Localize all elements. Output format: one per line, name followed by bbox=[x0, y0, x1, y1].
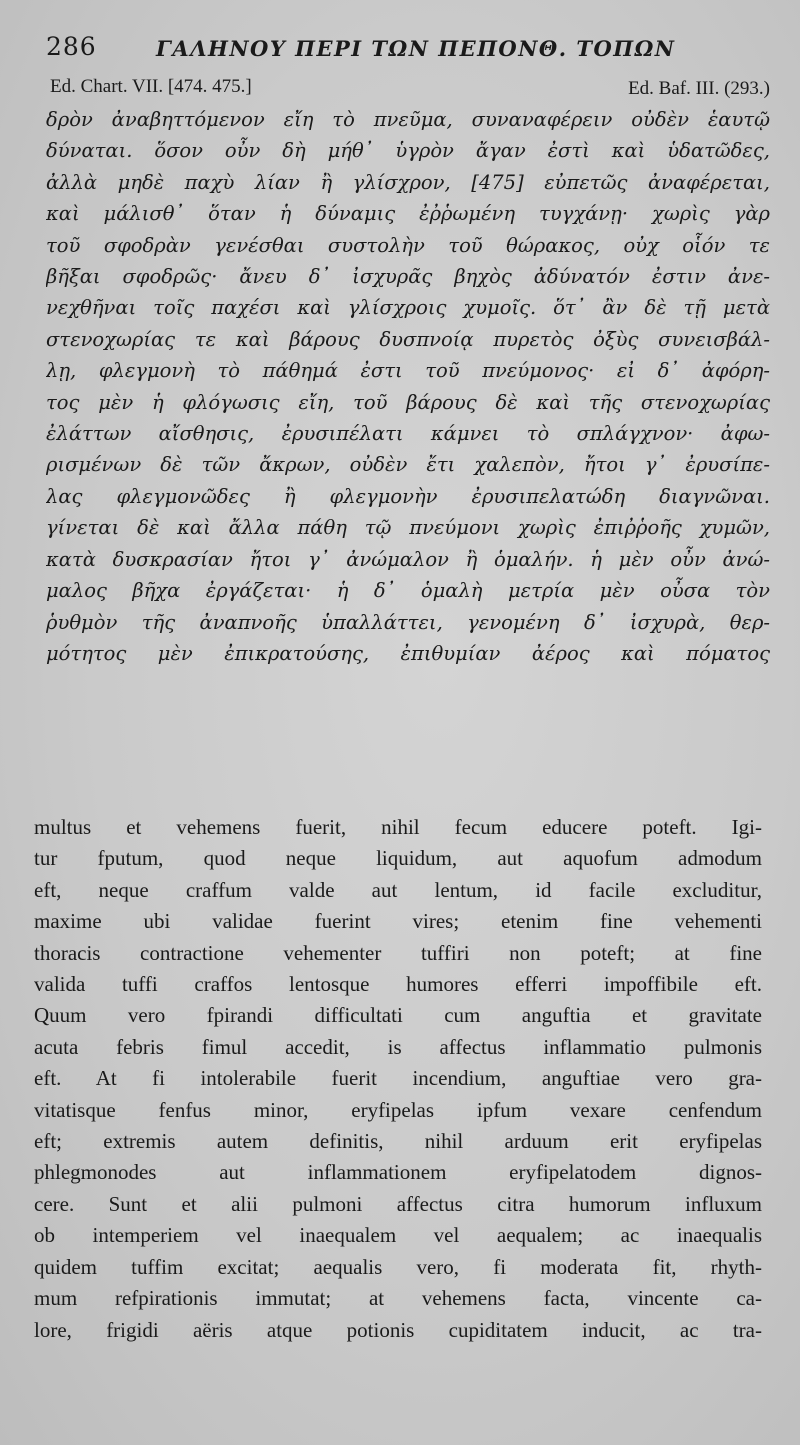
latin-line: eft. At fi intolerabile fuerit incendium, anguftiae vero gra- bbox=[34, 1066, 762, 1091]
greek-line: καὶ μάλισθ᾽ ὅταν ἡ δύναμις ἐῤῥωμένη τυγχάνῃ· χωρὶς γὰρ bbox=[46, 202, 770, 226]
greek-line: τος μὲν ἡ φλόγωσις εἴη, τοῦ βάρους δὲ καὶ τῆς στενοχωρίας bbox=[46, 390, 770, 414]
greek-line: τοῦ σφοδρὰν γενέσθαι συστολὴν τοῦ θώρακος, οὐχ οἷόν τε bbox=[46, 233, 770, 257]
greek-line: ρισμένων δὲ τῶν ἄκρων, οὐδὲν ἔτι χαλεπὸν, ἤτοι γ᾽ ἐρυσίπε- bbox=[46, 453, 770, 477]
latin-line: Quum vero fpirandi difficultati cum anguftia et gravitate bbox=[34, 1003, 762, 1028]
greek-line: νεχθῆναι τοῖς παχέσι καὶ γλίσχροις χυμοῖς. ὅτ᾽ ἂν δὲ τῇ μετὰ bbox=[46, 296, 770, 320]
greek-line: λῃ, φλεγμονὴ τὸ πάθημά ἐστι τοῦ πνεύμονος· εἰ δ᾽ ἀφόρη- bbox=[46, 359, 770, 383]
greek-line: μαλος βῆχα ἐργάζεται· ἡ δ᾽ ὁμαλὴ μετρία μὲν οὖσα τὸν bbox=[46, 579, 770, 603]
greek-text-block bbox=[46, 104, 770, 669]
latin-line: multus et vehemens fuerit, nihil fecum educere poteft. Igi- bbox=[34, 815, 762, 839]
running-head bbox=[46, 30, 766, 64]
greek-line: ἐλάττων αἴσθησις, ἐρυσιπέλατι κάμνει τὸ σπλάγχνον· ἀφω- bbox=[46, 422, 770, 446]
latin-line: mum refpirationis immutat; at vehemens facta, vincente ca- bbox=[34, 1286, 762, 1311]
greek-line: βῆξαι σφοδρῶς· ἄνευ δ᾽ ἰσχυρᾶς βηχὸς ἀδύνατόν ἐστιν ἀνε- bbox=[46, 265, 770, 289]
greek-line: μότητος μὲν ἐπικρατούσης, ἐπιθυμίαν ἀέρος καὶ πόματος bbox=[46, 641, 770, 665]
greek-line: δρὸν ἀναβηττόμενον εἴη τὸ πνεῦμα, συναναφέρειν οὐδὲν ἑαυτῷ bbox=[46, 108, 770, 131]
running-title: ΓΑΛΗΝΟΥ ΠΕΡΙ ΤΩΝ ΠΕΠΟΝΘ. ΤΟΠΩΝ bbox=[156, 36, 676, 61]
latin-line: quidem tuffim excitat; aequalis vero, fi moderata fit, rhyth- bbox=[34, 1254, 762, 1279]
latin-line: vitatisque fenfus minor, eryfipelas ipfum vexare cenfendum bbox=[34, 1097, 762, 1122]
edition-reference-basel: Ed. Baf. III. (293.) bbox=[628, 78, 770, 99]
latin-line: ob intemperiem vel inaequalem vel aequalem; ac inaequalis bbox=[34, 1223, 762, 1248]
greek-line: δύναται. ὅσον οὖν δὴ μήθ᾽ ὑγρὸν ἄγαν ἐστὶ καὶ ὑδατῶδες, bbox=[46, 139, 770, 163]
greek-line: λας φλεγμονῶδες ἢ φλεγμονὴν ἐρυσιπελατώδη διαγνῶναι. bbox=[46, 484, 770, 508]
greek-line: γίνεται δὲ καὶ ἄλλα πάθη τῷ πνεύμονι χωρὶς ἐπιῤῥοῆς χυμῶν, bbox=[46, 516, 770, 540]
greek-line: ῥυθμὸν τῆς ἀναπνοῆς ὑπαλλάττει, γενομένη δ᾽ ἰσχυρὰ, θερ- bbox=[46, 610, 770, 634]
latin-line: eft; extremis autem definitis, nihil arduum erit eryfipelas bbox=[34, 1129, 762, 1154]
latin-line: thoracis contractione vehementer tuffiri non poteft; at fine bbox=[34, 940, 762, 965]
greek-line: ἀλλὰ μηδὲ παχὺ λίαν ἢ γλίσχρον, [475] εὐπετῶς ἀναφέρεται, bbox=[46, 170, 770, 194]
latin-line: tur fputum, quod neque liquidum, aut aquofum admodum bbox=[34, 846, 762, 871]
latin-line: lore, frigidi aëris atque potionis cupiditatem inducit, ac tra- bbox=[34, 1317, 762, 1342]
latin-line: phlegmonodes aut inflammationem eryfipelatodem dignos- bbox=[34, 1160, 762, 1185]
latin-line: acuta febris fimul accedit, is affectus inflammatio pulmonis bbox=[34, 1034, 762, 1059]
latin-line: cere. Sunt et alii pulmoni affectus citra humorum influxum bbox=[34, 1191, 762, 1216]
greek-line: στενοχωρίας τε καὶ βάρους δυσπνοίᾳ πυρετὸς ὀξὺς συνεισβάλ- bbox=[46, 327, 770, 351]
latin-line: eft, neque craffum valde aut lentum, id facile excluditur, bbox=[34, 877, 762, 902]
edition-reference-chartier: Ed. Chart. VII. [474. 475.] bbox=[50, 76, 252, 97]
greek-line: κατὰ δυσκρασίαν ἤτοι γ᾽ ἀνώμαλον ἢ ὁμαλήν. ἡ μὲν οὖν ἀνώ- bbox=[46, 547, 770, 571]
edition-reference-line bbox=[50, 76, 770, 104]
latin-line: maxime ubi validae fuerint vires; etenim fine vehementi bbox=[34, 909, 762, 934]
latin-line: valida tuffi craffos lentosque humores efferri impoffibile eft. bbox=[34, 972, 762, 997]
page-number: 286 bbox=[46, 32, 97, 61]
latin-text-block bbox=[34, 812, 762, 1346]
